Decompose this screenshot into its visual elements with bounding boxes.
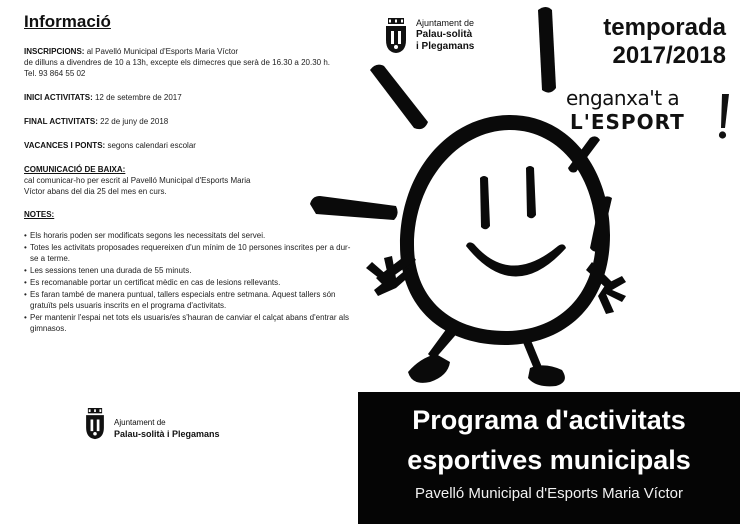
program-title-line2: esportives municipals — [407, 445, 691, 475]
phone-number: Tel. 93 864 55 02 — [24, 69, 86, 78]
vacances-text: segons calendari escolar — [107, 141, 196, 150]
note-item: • Es faran també de manera puntual, tallers especials entre setmana. Aquest tallers són gratuïts pels usuaris inscrits en el programa d'activitats. — [24, 289, 354, 311]
smiley-mascot-illustration — [300, 0, 630, 392]
inscripcions-label: INSCRIPCIONS: — [24, 47, 85, 56]
coat-of-arms-icon — [84, 408, 106, 440]
note-item: • Les sessions tenen una durada de 55 minuts. — [24, 265, 354, 276]
logo-line2: Palau-solità — [416, 29, 473, 40]
vacances-label: VACANCES I PONTS: — [24, 141, 106, 150]
inici-text: 12 de setembre de 2017 — [94, 93, 182, 102]
logo-line2: Palau-solità i Plegamans — [114, 429, 220, 439]
logo-text — [114, 408, 220, 440]
season-label: temporada — [603, 14, 726, 41]
inscripcions-text: al Pavelló Municipal d'Esports Maria Víctor — [86, 47, 239, 56]
info-title: Informació — [24, 12, 111, 31]
ajuntament-logo-bottom — [84, 408, 220, 440]
note-item: • Totes les activitats proposades requereixen d'un mínim de 10 persones inscrites per a dur-se a terme. — [24, 242, 354, 264]
final-label: FINAL ACTIVITATS: — [24, 117, 98, 126]
notes-title: NOTES: — [24, 210, 55, 219]
inscripcions-hours: de dilluns a divendres de 10 a 13h, excepte els dimecres que serà de 16.30 a 20.30 h. — [24, 58, 330, 67]
note-item: • Per mantenir l'espai net tots els usuaris/es s'hauran de canviar el calçat abans d'entrar als gimnasos. — [24, 312, 354, 334]
logo-line1: Ajuntament de — [416, 18, 475, 28]
final-text: 22 de juny de 2018 — [100, 117, 169, 126]
logo-line3: i Plegamans — [416, 41, 475, 52]
note-item: • Es recomanable portar un certificat mèdic en cas de lesions rellevants. — [24, 277, 354, 288]
season-years: 2017/2018 — [612, 42, 726, 69]
baixa-text: cal comunicar-ho per escrit al Pavelló Municipal d'Esports Maria Víctor abans del dia 25 del mes en curs. — [24, 176, 251, 196]
slogan-line2: L'ESPORT — [570, 110, 685, 134]
note-item: • Els horaris poden ser modificats segons les necessitats del servei. — [24, 230, 354, 241]
inici-label: INICI ACTIVITATS: — [24, 93, 93, 102]
slogan-line1: enganxa't a — [566, 86, 680, 110]
program-panel — [358, 392, 740, 524]
baixa-label: COMUNICACIÓ DE BAIXA: — [24, 165, 126, 174]
program-title-line1: Programa d'activitats — [412, 405, 686, 435]
program-subtitle: Pavelló Municipal d'Esports Maria Víctor — [415, 485, 683, 502]
baixa-block — [24, 164, 264, 197]
logo-line1: Ajuntament de — [114, 418, 166, 427]
exclamation-icon — [716, 94, 730, 140]
